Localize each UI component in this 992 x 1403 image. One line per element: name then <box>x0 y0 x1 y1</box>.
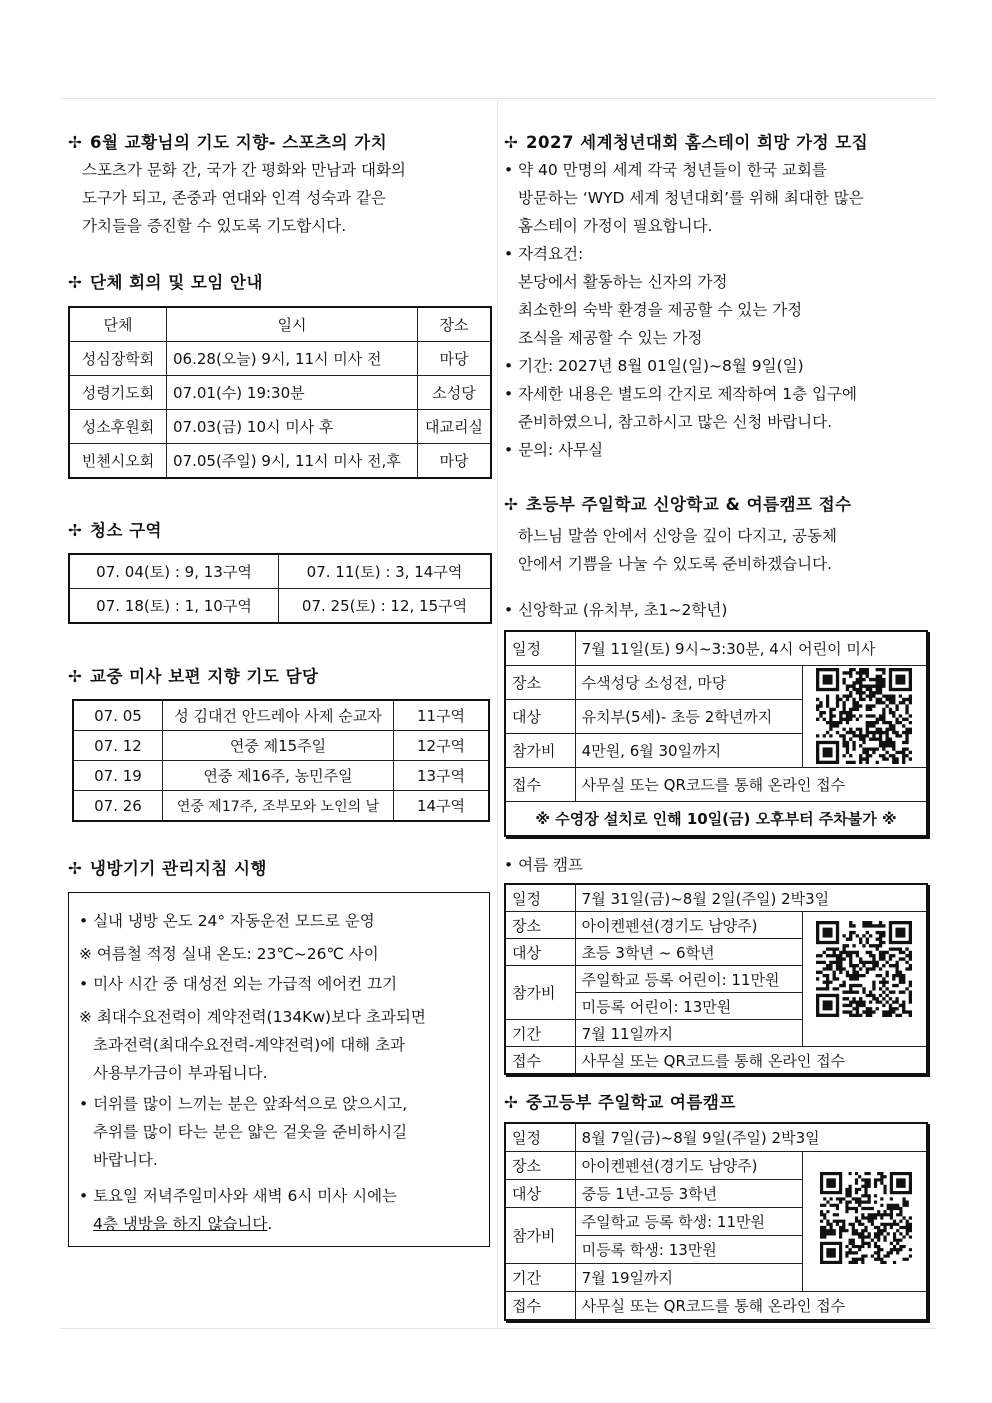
wyd-section: ✢ 2027 세계청년대회 홈스테이 희망 가정 모집 • 약 40 만명의 세계 각국 청년들이 한국 교회를 방문하는 ‘WYD 세계 청년대회’를 위해 최대한 많은 홈스테이 가정이 필요합니다. • 자격요건: 본당에서 활동하는 신자의 가정 최소한의 숙박 환경을 제공할 수 있는 가정 조식을 제공할 수 있는 가정 • 기간: 2027년 8월 01일(일)~8월 9일(일) • 자세한 내용은 별도의 간지로 제작하여 1층 입구에 준비하였으니, 참고하시고 많은 신청 바랍니다. • 문의: 사무실 <box>504 130 932 464</box>
section-title: ✢ 단체 회의 및 모임 안내 <box>68 270 492 296</box>
section-title: ✢ 중고등부 주일학교 여름캠프 <box>504 1090 932 1116</box>
prayer-section <box>68 130 492 240</box>
faith-school-table: 일정 7월 11일(토) 9시~3:30분, 4시 어린이 미사 장소 수색성당 소성전, 마당 대상 유치부(5세)- 초등 2학년까지 참가비 4만원, 6월 30일까지 접수 사무실 또는 QR코드를 통해 온라인 접수 ※ 수영장 설치로 인해 10일(금) 오후부터 주차불가 ※ <box>504 630 928 837</box>
bottom-rule <box>60 1328 936 1329</box>
cleaning-section <box>68 518 492 624</box>
table-row: 성령기도회 07.01(수) 19:30분 소성당 <box>69 376 491 410</box>
table-row: 07. 04(토) : 9, 13구역 07. 11(토) : 3, 14구역 <box>69 554 491 589</box>
table-header: 단체 <box>69 307 167 342</box>
cross-icon: ✢ <box>68 521 83 540</box>
parking-note: ※ 수영장 설치로 인해 10일(금) 오후부터 주차불가 ※ <box>505 802 927 837</box>
meetings-section <box>68 270 492 479</box>
section-title: ✢ 교중 미사 보편 지향 기도 담당 <box>68 664 492 690</box>
section-title: ✢ 청소 구역 <box>68 518 492 544</box>
prayer-line: 가치들을 증진할 수 있도록 기도합시다. <box>82 217 347 235</box>
camp-table: 일정 7월 31일(금)~8월 2일(주일) 2박3일 장소 아이켄펜션(경기도 남양주) 대상 초등 3학년 ~ 6학년 참가비 주일학교 등록 어린이: 11만원 미등록 어린이: 13만원 기간 7월 11일까지 접수 사무실 또는 QR코드를 통해 온라인 접수 <box>504 883 928 1075</box>
table-row: 07. 19 연중 제16주, 농민주일 13구역 <box>73 761 489 791</box>
cleaning-table <box>68 553 492 624</box>
cross-icon: ✢ <box>68 273 83 292</box>
cross-icon: ✢ <box>504 1093 519 1112</box>
faith-school-table-wrap <box>504 630 928 837</box>
table-row: 성소후원회 07.03(금) 10시 미사 후 대교리실 <box>69 410 491 444</box>
youth-camp-section <box>504 1090 932 1321</box>
cross-icon: ✢ <box>68 133 83 152</box>
table-row: 성심장학회 06.28(오늘) 9시, 11시 미사 전 마당 <box>69 342 491 376</box>
table-row: 07. 12 연중 제15주일 12구역 <box>73 731 489 761</box>
mass-prayer-table <box>72 699 490 822</box>
table-row: 07. 05 성 김대건 안드레아 사제 순교자 11구역 <box>73 700 489 731</box>
youth-table-wrap <box>504 1122 928 1321</box>
ac-box: • 실내 냉방 온도 24° 자동운전 모드로 운영 ※ 여름철 적정 실내 온도: 23℃~26℃ 사이 • 미사 시간 중 대성전 외는 가급적 에어컨 끄기 ※ 최대수요전력이 계약전력(134Kw)보다 초과되면 초과전력(최대수요전력-계약전력)에 대해 초과 사용부가금이 부과됩니다. • 더위를 많이 느끼는 분은 앞좌석으로 앉으시고, 추위를 많이 타는 분은 얇은 겉옷을 준비하시길 바랍니다. • 토요일 저녁주일미사와 새벽 6시 미사 시에는 4층 냉방을 하지 않습니다. <box>68 892 490 1247</box>
table-row: 07. 26 연중 제17주, 조부모와 노인의 날 14구역 <box>73 791 489 822</box>
elementary-section: ✢ 초등부 주일학교 신앙학교 & 여름캠프 접수 하느님 말씀 안에서 신앙을 깊이 다지고, 공동체 안에서 기쁨을 나눌 수 있도록 준비하겠습니다. • 신앙학교 (유치부, 초1~2학년) 일정 7월 11일(토) 9시~3:30분, 4시 어린이 미사 장소 수색성당 소성전, 마당 대상 유치부(5세)- 초등 2학년까지 참가비 4만원, 6월 30일까지 접수 사무실 또는 QR코드를 통해 온라인 접수 ※ 수영장 설치로 인해 10일(금) 오후부터 주차불가 ※ • 여름 캠프 일정 7월 31일(금)~8월 2일(주일) 2박3일 장소 아이켄펜션(경기도 남양주) 대상 초등 3학년 ~ 6학년 참가비 주일학교 등록 어린이: 11만원 미등록 어린이: 13만원 기간 7월 11일까지 접수 사무실 또는 QR코드를 통해 온라인 접수 <box>504 492 932 1075</box>
cross-icon: ✢ <box>504 495 519 514</box>
table-row: 빈첸시오회 07.05(주일) 9시, 11시 미사 전,후 마당 <box>69 444 491 479</box>
youth-table: 일정 8월 7일(금)~8월 9일(주일) 2박3일 장소 아이켄펜션(경기도 남양주) 대상 중등 1년-고등 3학년 참가비 주일학교 등록 학생: 11만원 미등록 학생: 13만원 기간 7월 19일까지 접수 사무실 또는 QR코드를 통해 온라인 접수 <box>504 1122 928 1321</box>
camp-table-wrap <box>504 883 928 1075</box>
qr-code-icon[interactable] <box>820 1172 912 1264</box>
table-header: 일시 <box>167 307 418 342</box>
section-title: ✢ 냉방기기 관리지침 시행 <box>68 856 492 882</box>
table-row: 07. 18(토) : 1, 10구역 07. 25(토) : 12, 15구역 <box>69 589 491 624</box>
table-header: 장소 <box>418 307 492 342</box>
ac-section <box>68 856 492 1247</box>
prayer-line: 도구가 되고, 존중과 연대와 인격 성숙과 같은 <box>82 189 387 207</box>
section-title: ✢ 6월 교황님의 기도 지향- 스포츠의 가치 <box>68 130 492 156</box>
faith-school-title: • 신앙학교 (유치부, 초1~2학년) <box>504 601 728 619</box>
top-rule <box>60 98 936 99</box>
column-divider <box>497 100 498 1328</box>
qr-code-icon[interactable] <box>816 668 912 764</box>
summer-camp-title: • 여름 캠프 <box>504 856 583 874</box>
mass-prayer-section <box>68 664 492 822</box>
meetings-table <box>68 306 492 479</box>
cross-icon: ✢ <box>504 133 519 152</box>
prayer-line: 스포츠가 문화 간, 국가 간 평화와 만남과 대화의 <box>82 161 406 179</box>
cross-icon: ✢ <box>68 859 83 878</box>
cross-icon: ✢ <box>68 667 83 686</box>
section-title: ✢ 2027 세계청년대회 홈스테이 희망 가정 모집 <box>504 130 932 156</box>
qr-code-icon[interactable] <box>816 921 912 1017</box>
section-title: ✢ 초등부 주일학교 신앙학교 & 여름캠프 접수 <box>504 492 932 518</box>
